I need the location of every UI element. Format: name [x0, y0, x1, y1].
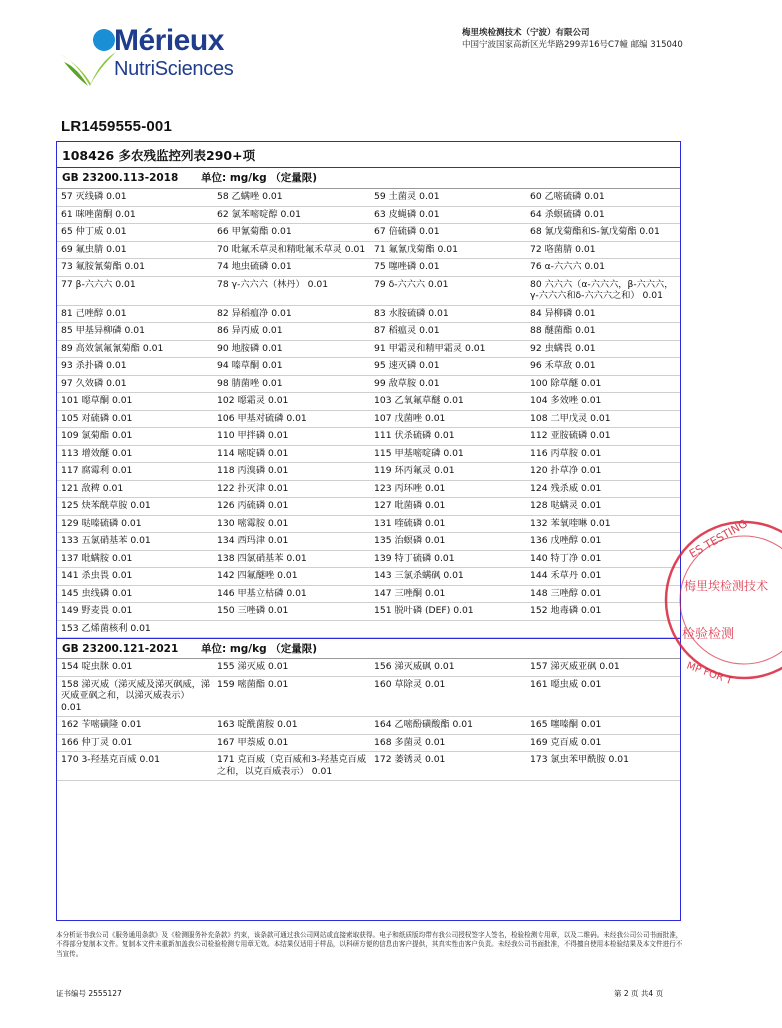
analyte-cell: 92 虫螨畏 0.01 — [530, 342, 596, 354]
unit-label: 单位: mg/kg （定量限) — [201, 643, 318, 655]
analyte-cell: 159 嘧菌酯 0.01 — [217, 678, 289, 690]
analyte-cell: 137 吡螨胺 0.01 — [61, 552, 133, 564]
analyte-cell: 146 甲基立枯磷 0.01 — [217, 587, 307, 599]
analyte-cell: 156 涕灭威砜 0.01 — [374, 661, 455, 672]
analyte-cell: 128 哒螨灵 0.01 — [530, 500, 602, 511]
analyte-cell: 151 脱叶磷 (DEF) 0.01 — [374, 605, 474, 616]
analyte-cell: 133 五氯硝基苯 0.01 — [61, 535, 151, 546]
analyte-cell: 157 涕灭威亚砜 0.01 — [530, 661, 620, 672]
analyte-cell: 62 氯苯嘧啶醇 0.01 — [217, 208, 301, 220]
analyte-cell: 122 扑灭津 0.01 — [217, 482, 289, 494]
analyte-cell: 59 土菌灵 0.01 — [374, 191, 440, 202]
svg-text:检验检测: 检验检测 — [682, 627, 735, 642]
report-number: LR1459555-001 — [61, 118, 173, 135]
analyte-cell: 162 苄嘧磺隆 0.01 — [61, 719, 142, 730]
table-row — [57, 428, 680, 446]
analyte-cell: 172 萎锈灵 0.01 — [374, 754, 446, 765]
company-name: 梅里埃检测技术（宁波）有限公司 — [462, 28, 590, 38]
table-row — [57, 516, 680, 534]
standard-code: GB 23200.113-2018 — [62, 172, 179, 184]
analyte-cell: 101 噁草酮 0.01 — [61, 395, 133, 406]
analyte-cell: 161 噁虫威 0.01 — [530, 678, 602, 690]
table-row — [57, 277, 680, 306]
analyte-cell: 68 氰戊菊酯和S-氰戊菊酯 0.01 — [530, 226, 660, 237]
analyte-cell: 71 氟氰戊菊酯 0.01 — [374, 243, 458, 255]
table-row — [57, 677, 680, 718]
table-row — [57, 189, 680, 207]
analyte-cell — [370, 621, 526, 638]
table-row — [57, 498, 680, 516]
section-header — [57, 168, 680, 189]
svg-text:MP FOR T: MP FOR T — [684, 660, 734, 688]
table-row — [57, 752, 680, 781]
logo-wordmark: Mérieux — [114, 24, 224, 57]
table-row — [57, 411, 680, 429]
analyte-cell: 97 久效磷 0.01 — [61, 377, 127, 389]
svg-text:梅里埃检测技术: 梅里埃检测技术 — [684, 579, 769, 593]
table-row — [57, 259, 680, 277]
table-row — [57, 358, 680, 376]
analyte-cell: 127 吡菌磷 0.01 — [374, 500, 446, 511]
analyte-cell: 65 仲丁威 0.01 — [61, 226, 127, 237]
analyte-cell — [213, 621, 370, 638]
table-row — [57, 533, 680, 551]
analyte-cell: 73 氟胺氰菊酯 0.01 — [61, 261, 145, 272]
analyte-cell: 83 水胺硫磷 0.01 — [374, 307, 449, 319]
analyte-cell: 118 丙溴磷 0.01 — [217, 465, 289, 476]
analyte-cell: 134 西玛津 0.01 — [217, 535, 289, 546]
analyte-cell: 129 哒嗪硫磷 0.01 — [61, 517, 142, 529]
analyte-cell: 70 吡氟禾草灵和精吡氟禾草灵 0.01 — [217, 243, 366, 255]
analyte-cell: 94 嗪草酮 0.01 — [217, 360, 283, 371]
analyte-cell: 130 嘧霉胺 0.01 — [217, 517, 289, 529]
analyte-cell: 67 倍硫磷 0.01 — [374, 226, 440, 237]
logo-mark-icon — [58, 24, 118, 88]
analyte-cell: 63 皮蝇磷 0.01 — [374, 208, 440, 220]
analyte-cell: 87 稻瘟灵 0.01 — [374, 325, 440, 336]
analyte-cell: 69 氟虫腈 0.01 — [61, 243, 127, 255]
analyte-cell: 124 残杀威 0.01 — [530, 482, 602, 494]
analyte-cell: 125 炔苯酰草胺 0.01 — [61, 500, 151, 511]
table-row — [57, 551, 680, 569]
analyte-cell: 107 戊菌唑 0.01 — [374, 412, 446, 424]
analyte-cell: 103 乙氧氟草醚 0.01 — [374, 395, 464, 406]
standard-code: GB 23200.121-2021 — [62, 643, 179, 655]
analyte-cell: 135 治螟磷 0.01 — [374, 535, 446, 546]
analyte-cell: 89 高效氯氟氰菊酯 0.01 — [61, 342, 164, 354]
official-seal-stamp — [662, 510, 782, 690]
logo-subwordmark: NutriSciences — [114, 58, 234, 80]
unit-label: 单位: mg/kg （定量限) — [201, 172, 318, 184]
analyte-cell: 163 啶酰菌胺 0.01 — [217, 719, 298, 730]
analyte-cell: 155 涕灭威 0.01 — [217, 661, 289, 672]
analyte-cell: 74 地虫硫磷 0.01 — [217, 261, 292, 272]
analyte-cell: 150 三唑磷 0.01 — [217, 605, 289, 616]
table-title: 108426 多农残监控列表290+项 — [57, 142, 680, 168]
analyte-cell: 141 杀虫畏 0.01 — [61, 570, 133, 581]
section-rows — [57, 189, 680, 638]
analyte-cell: 136 戊唑醇 0.01 — [530, 535, 602, 546]
table-row — [57, 446, 680, 464]
analyte-cell: 95 速灭磷 0.01 — [374, 360, 440, 371]
analyte-cell: 110 甲拌磷 0.01 — [217, 430, 289, 441]
analyte-cell: 143 三氯杀螨砜 0.01 — [374, 570, 464, 581]
analyte-cell: 121 敌稗 0.01 — [61, 482, 124, 494]
analyte-cell: 117 腐霉利 0.01 — [61, 465, 133, 476]
table-row — [57, 242, 680, 260]
analyte-cell: 115 甲基嘧啶磷 0.01 — [374, 447, 464, 459]
table-row — [57, 586, 680, 604]
analyte-cell: 168 多菌灵 0.01 — [374, 736, 446, 748]
analyte-cell: 100 除草醚 0.01 — [530, 377, 602, 389]
analyte-cell: 90 地胺磷 0.01 — [217, 342, 283, 354]
analyte-cell: 170 3-羟基克百威 0.01 — [61, 754, 160, 765]
analyte-cell: 167 甲萘威 0.01 — [217, 736, 289, 748]
table-row — [57, 341, 680, 359]
analyte-cell: 106 甲基对硫磷 0.01 — [217, 412, 307, 424]
analyte-cell: 119 环丙氟灵 0.01 — [374, 465, 455, 476]
analyte-cell: 113 增效醚 0.01 — [61, 447, 133, 459]
analyte-cell: 98 腈菌唑 0.01 — [217, 377, 283, 389]
analyte-cell: 104 多效唑 0.01 — [530, 395, 602, 406]
analyte-cell: 144 禾草丹 0.01 — [530, 570, 602, 581]
analyte-cell: 78 γ-六六六（林丹） 0.01 — [217, 278, 329, 290]
table-row — [57, 224, 680, 242]
analyte-cell: 153 乙烯菌核利 0.01 — [61, 622, 151, 634]
analyte-cell: 81 己唑醇 0.01 — [61, 307, 127, 319]
analyte-cell: 148 三唑醇 0.01 — [530, 587, 602, 599]
table-row — [57, 207, 680, 225]
analyte-cell: 138 四氯硝基苯 0.01 — [217, 552, 307, 564]
analyte-cell: 111 伏杀硫磷 0.01 — [374, 430, 455, 441]
results-table — [56, 141, 681, 921]
analyte-cell: 126 丙硫磷 0.01 — [217, 500, 289, 511]
analyte-cell: 84 异柳磷 0.01 — [530, 307, 596, 319]
table-row — [57, 463, 680, 481]
company-info — [462, 27, 683, 51]
analyte-cell: 64 杀螟硫磷 0.01 — [530, 208, 605, 220]
analyte-cell: 61 咪唑菌酮 0.01 — [61, 208, 136, 220]
analyte-cell: 88 醚菌酯 0.01 — [530, 325, 596, 336]
analyte-cell: 131 喹硫磷 0.01 — [374, 517, 446, 529]
page-number: 第 2 页 共4 页 — [614, 989, 664, 998]
analyte-cell: 149 野麦畏 0.01 — [61, 605, 133, 616]
table-row — [57, 621, 680, 639]
analyte-cell: 152 地毒磷 0.01 — [530, 605, 602, 616]
analyte-cell: 171 克百威（克百威和3-羟基克百威之和，以克百威表示） 0.01 — [217, 754, 367, 777]
analyte-cell: 160 草除灵 0.01 — [374, 678, 446, 690]
table-row — [57, 603, 680, 621]
analyte-cell: 132 苯氧喹啉 0.01 — [530, 517, 611, 529]
analyte-cell: 164 乙嘧酚磺酸酯 0.01 — [374, 719, 473, 730]
analyte-cell: 91 甲霜灵和精甲霜灵 0.01 — [374, 342, 486, 354]
analyte-cell: 165 噻嗪酮 0.01 — [530, 719, 602, 730]
analyte-cell: 120 扑草净 0.01 — [530, 465, 602, 476]
disclaimer-text: 本分析证书我公司《服务通用条款》及《检测服务补充条款》约束，该条款可通过我公司网站或直接索取获得。电子和纸质版均带有我公司授权签字人签名，检验检测专用章，以及二维码。未经我公司公司书面批准，不得部分复制本文件。复制本文件未重新加盖我公司检验检测专用章无效。本结果仅适用于样品，以科研方便的信息由客户提供，其真实性由客户负责。未经我公司书面批准，不得擅自使用本检验结果及本文件进行不当宣传。 — [56, 931, 683, 958]
analyte-cell: 86 异丙威 0.01 — [217, 325, 283, 336]
table-row — [57, 306, 680, 324]
analyte-cell: 79 δ-六六六 0.01 — [374, 278, 449, 290]
analyte-cell: 72 咯菌腈 0.01 — [530, 243, 596, 255]
analyte-cell: 85 甲基异柳磷 0.01 — [61, 325, 145, 336]
analyte-cell: 60 乙嘧硫磷 0.01 — [530, 191, 605, 202]
analyte-cell: 147 三唑酮 0.01 — [374, 587, 446, 599]
analyte-cell: 82 异稻瘟净 0.01 — [217, 307, 292, 319]
analyte-cell: 116 丙草胺 0.01 — [530, 447, 602, 459]
analyte-cell: 108 二甲戊灵 0.01 — [530, 412, 611, 424]
section-rows — [57, 659, 680, 781]
analyte-cell: 158 涕灭威（涕灭威及涕灭砜威，涕灭威亚砜之和，以涕灭威表示） 0.01 — [61, 678, 211, 713]
analyte-cell: 57 灭线磷 0.01 — [61, 191, 127, 202]
analyte-cell: 173 氯虫苯甲酰胺 0.01 — [530, 754, 629, 765]
analyte-cell: 76 α-六六六 0.01 — [530, 261, 605, 272]
table-row — [57, 481, 680, 499]
analyte-cell: 142 四氟醚唑 0.01 — [217, 570, 298, 581]
certificate-number: 证书编号 2555127 — [56, 989, 122, 998]
svg-text:ES TESTING: ES TESTING — [687, 516, 750, 561]
analyte-cell: 112 亚胺硫磷 0.01 — [530, 430, 611, 441]
section-header — [57, 638, 680, 659]
table-row — [57, 717, 680, 735]
analyte-cell: 77 β-六六六 0.01 — [61, 278, 136, 290]
analyte-cell: 96 禾草敌 0.01 — [530, 360, 596, 371]
analyte-cell: 139 特丁硫磷 0.01 — [374, 552, 455, 564]
table-row — [57, 323, 680, 341]
analyte-cell: 99 敌草胺 0.01 — [374, 377, 440, 389]
analyte-cell: 154 啶虫脒 0.01 — [61, 661, 133, 672]
analyte-cell: 114 嘧啶磷 0.01 — [217, 447, 289, 459]
analyte-cell: 58 乙螨唑 0.01 — [217, 191, 283, 202]
analyte-cell: 166 仲丁灵 0.01 — [61, 736, 133, 748]
company-address: 中国宁波国家高新区光华路299弄16号C7幢 邮编 315040 — [462, 40, 683, 50]
analyte-cell — [526, 621, 680, 638]
analyte-cell: 123 丙环唑 0.01 — [374, 482, 446, 494]
table-row — [57, 393, 680, 411]
analyte-cell: 140 特丁净 0.01 — [530, 552, 602, 564]
analyte-cell: 93 杀扑磷 0.01 — [61, 360, 127, 371]
table-row — [57, 659, 680, 677]
table-row — [57, 376, 680, 394]
analyte-cell: 145 虫线磷 0.01 — [61, 587, 133, 599]
analyte-cell: 102 噁霜灵 0.01 — [217, 395, 289, 406]
analyte-cell: 75 噻唑磷 0.01 — [374, 261, 440, 272]
table-row — [57, 568, 680, 586]
table-row — [57, 735, 680, 753]
analyte-cell: 105 对硫磷 0.01 — [61, 412, 133, 424]
analyte-cell: 109 氯菊酯 0.01 — [61, 430, 133, 441]
analyte-cell: 66 甲氰菊酯 0.01 — [217, 226, 292, 237]
analyte-cell: 80 六六六（α-六六六，β-六六六，γ-六六六和δ-六六六之和） 0.01 — [530, 278, 674, 301]
analyte-cell: 169 克百威 0.01 — [530, 736, 602, 748]
